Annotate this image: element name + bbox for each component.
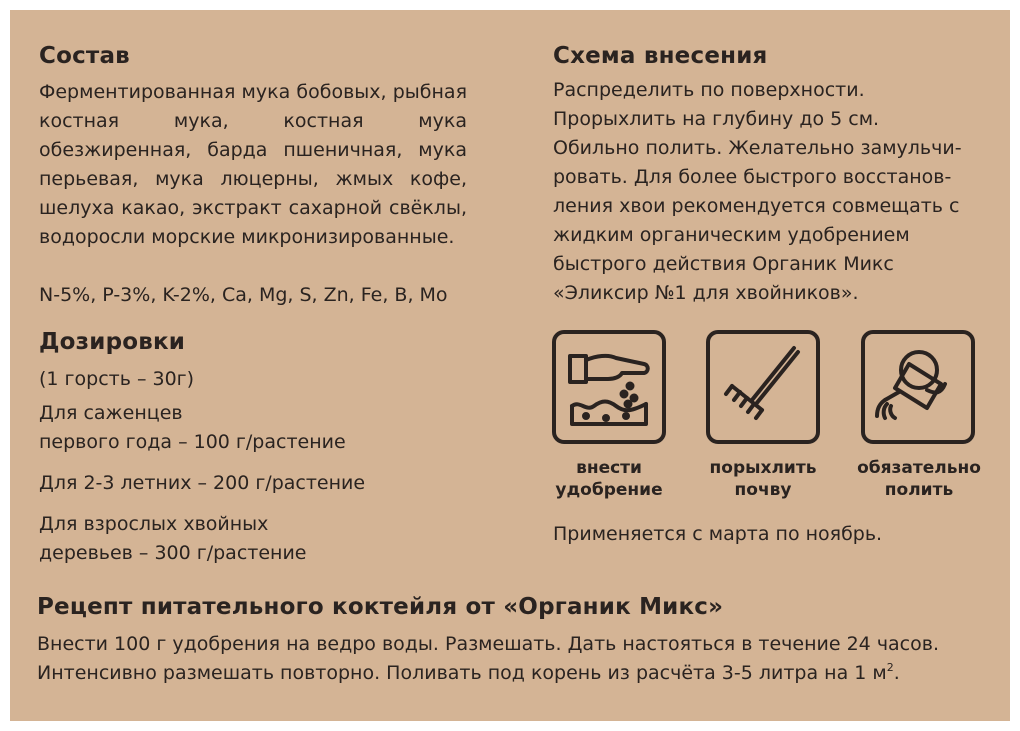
dosage-item: Для саженцев первого года – 100 г/растение bbox=[39, 402, 346, 453]
scheme-line: Прорыхлить на глубину до 5 см. bbox=[553, 108, 880, 130]
scheme-line: ровать. Для более быстрого восстанов- bbox=[553, 166, 952, 188]
recipe-line: Внести 100 г удобрения на ведро воды. Размешать. Дать настояться в течение 24 часов. bbox=[37, 633, 939, 655]
scheme-line: Распределить по поверхности. bbox=[553, 79, 865, 101]
hand-sowing-icon bbox=[552, 330, 666, 444]
rake-icon bbox=[706, 330, 820, 444]
scheme-line: Обильно полить. Желательно замульчи- bbox=[553, 137, 962, 159]
nutrients-text: N-5%, P-3%, K-2%, Ca, Mg, S, Zn, Fe, B, Mo bbox=[39, 284, 448, 306]
recipe-line-text: Интенсивно размешать повторно. Поливать под корень из расчёта 3-5 литра на 1 м bbox=[37, 662, 887, 684]
scheme-text bbox=[553, 76, 962, 308]
dosage-title: Дозировки bbox=[39, 329, 186, 355]
watering-can-icon bbox=[861, 330, 975, 444]
scheme-line: ления хвои рекомендуется совмещать с bbox=[553, 195, 960, 217]
scheme-line: жидким органическим удобрением bbox=[553, 224, 910, 246]
icon-caption: порыхлить почву bbox=[709, 458, 817, 500]
dosage-item: Для 2-3 летних – 200 г/растение bbox=[39, 472, 366, 494]
icon-caption: внести удобрение bbox=[555, 458, 663, 500]
recipe-title: Рецепт питательного коктейля от «Органик Микс» bbox=[37, 594, 724, 620]
product-label-card bbox=[10, 10, 1010, 721]
scheme-title: Схема внесения bbox=[553, 43, 768, 69]
dosage-item: Для взрослых хвойных деревьев – 300 г/растение bbox=[39, 513, 307, 564]
composition-text: Ферментированная мука бобовых, рыбная костная мука, костная мука обезжиренная, барда пшеничная, мука перьевая, мука люцерны, жмых кофе, шелуха какао, экстракт сахарной свёклы, водоросли морские микронизированные. bbox=[39, 81, 467, 248]
icon-caption: обязательно полить bbox=[857, 458, 981, 500]
scheme-line: быстрого действия Органик Микс bbox=[553, 253, 894, 275]
dosage-handful: (1 горсть – 30г) bbox=[39, 368, 195, 390]
season-text: Применяется с марта по ноябрь. bbox=[553, 523, 883, 545]
scheme-line: «Эликсир №1 для хвойников». bbox=[553, 282, 859, 304]
square-superscript: 2 bbox=[886, 661, 894, 674]
recipe-line bbox=[37, 659, 900, 688]
composition-title: Состав bbox=[39, 43, 130, 69]
recipe-line-end: . bbox=[893, 662, 900, 684]
